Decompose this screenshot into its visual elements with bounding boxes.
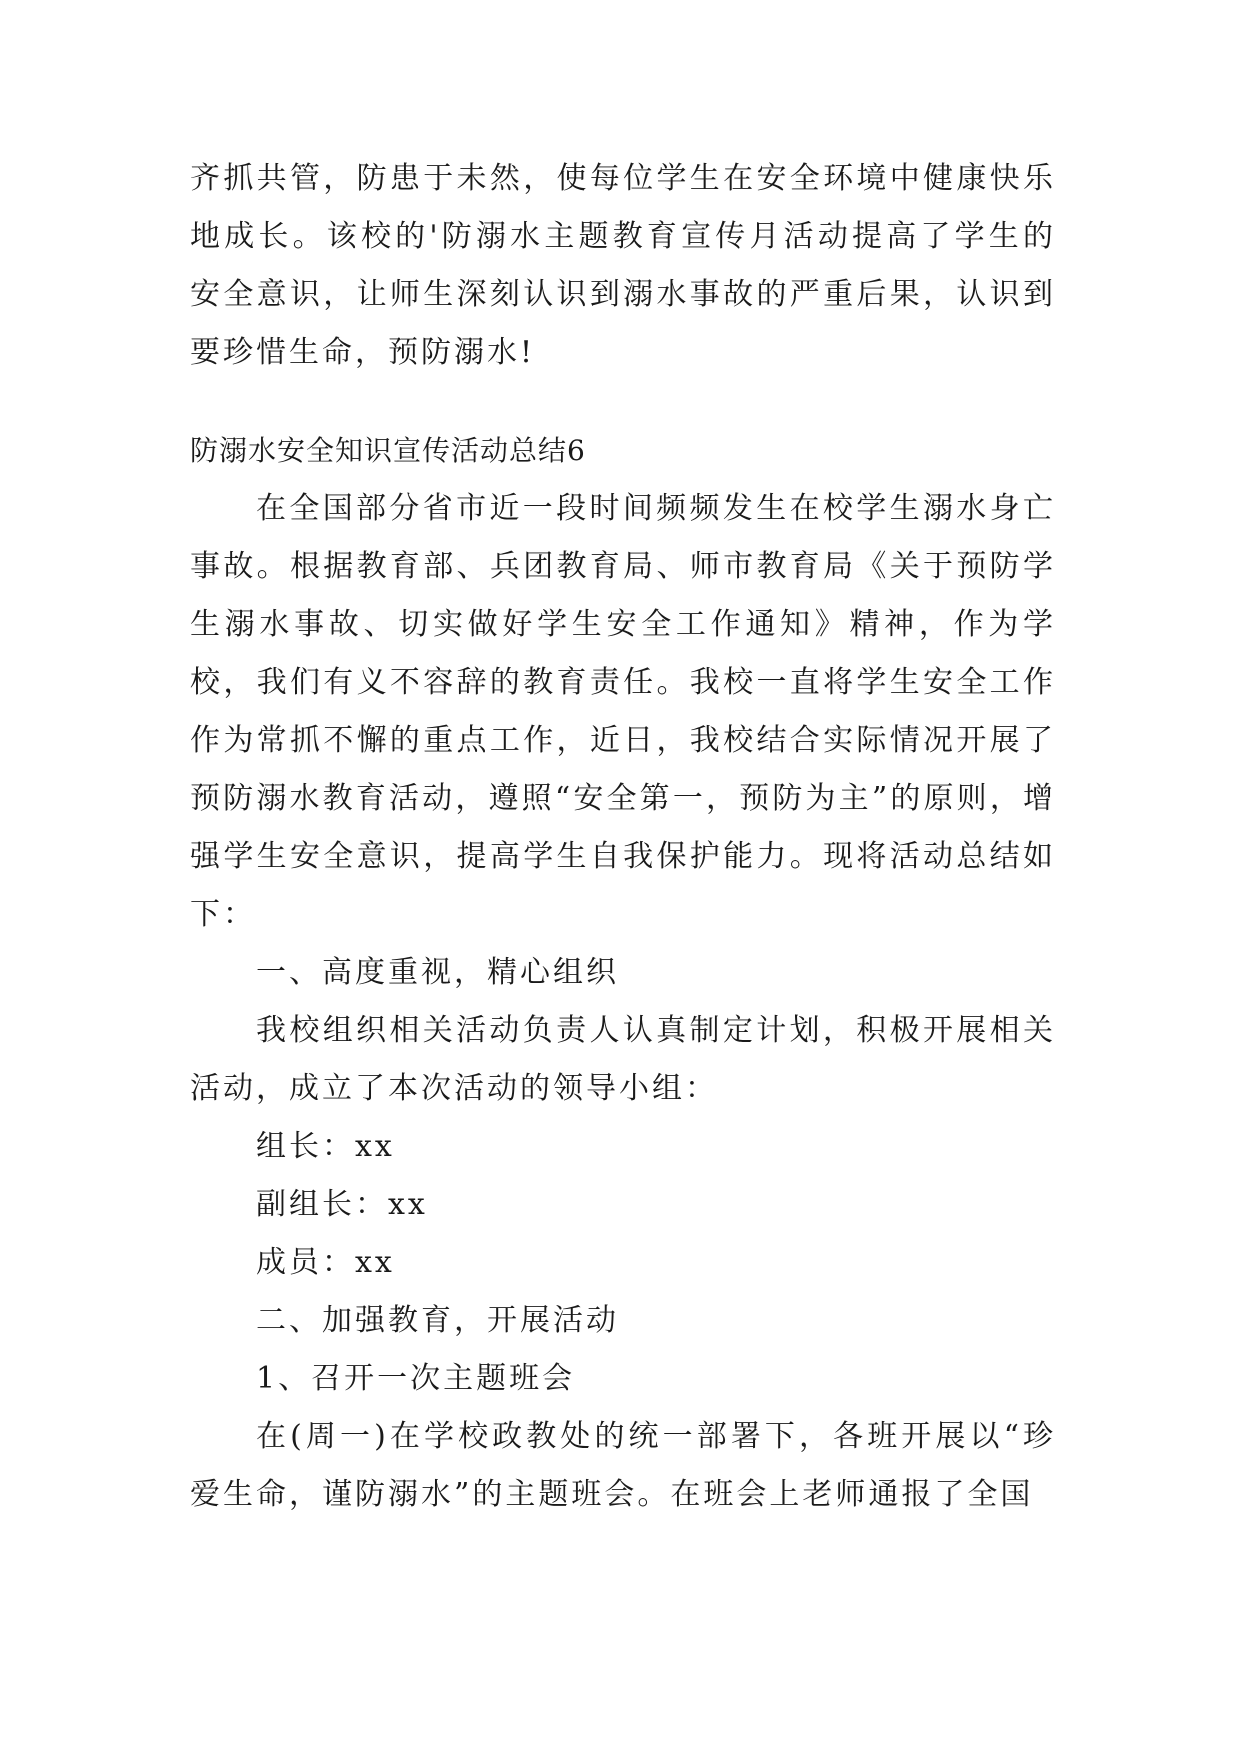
subheading-two: 二、加强教育，开展活动 <box>256 1303 619 1338</box>
paragraph-class-meeting: 在(周一)在学校政教处的统一部署下，各班开展以“珍爱生命，谨防溺水”的主题班会。在班会上老师通报了全国 <box>190 1419 1056 1512</box>
paragraph-intro: 在全国部分省市近一段时间频频发生在校学生溺水身亡事故。根据教育部、兵团教育局、师市教育局《关于预防学生溺水事故、切实做好学生安全工作通知》精神，作为学校，我们有义不容辞的教育责任。我校一直将学生安全工作作为常抓不懈的重点工作，近日，我校结合实际情况开展了预防溺水教育活动，遵照“安全第一，预防为主”的原则，增强学生安全意识，提高学生自我保护能力。现将活动总结如下： <box>190 491 1056 932</box>
section-title: 防溺水安全知识宣传活动总结6 <box>190 434 586 467</box>
vice-leader-line: 副组长：xx <box>256 1187 428 1222</box>
subheading-two-one: 1、召开一次主题班会 <box>256 1361 576 1396</box>
subheading-one: 一、高度重视，精心组织 <box>256 955 619 990</box>
members-line: 成员：xx <box>256 1245 395 1280</box>
document-page <box>190 150 1056 1524</box>
paragraph-continuation: 齐抓共管，防患于未然，使每位学生在安全环境中健康快乐地成长。该校的'防溺水主题教育宣传月活动提高了学生的安全意识，让师生深刻认识到溺水事故的严重后果，认识到要珍惜生命，预防溺水! <box>190 161 1056 370</box>
leader-line: 组长：xx <box>256 1129 395 1164</box>
paragraph-organization: 我校组织相关活动负责人认真制定计划，积极开展相关活动，成立了本次活动的领导小组： <box>190 1013 1056 1106</box>
